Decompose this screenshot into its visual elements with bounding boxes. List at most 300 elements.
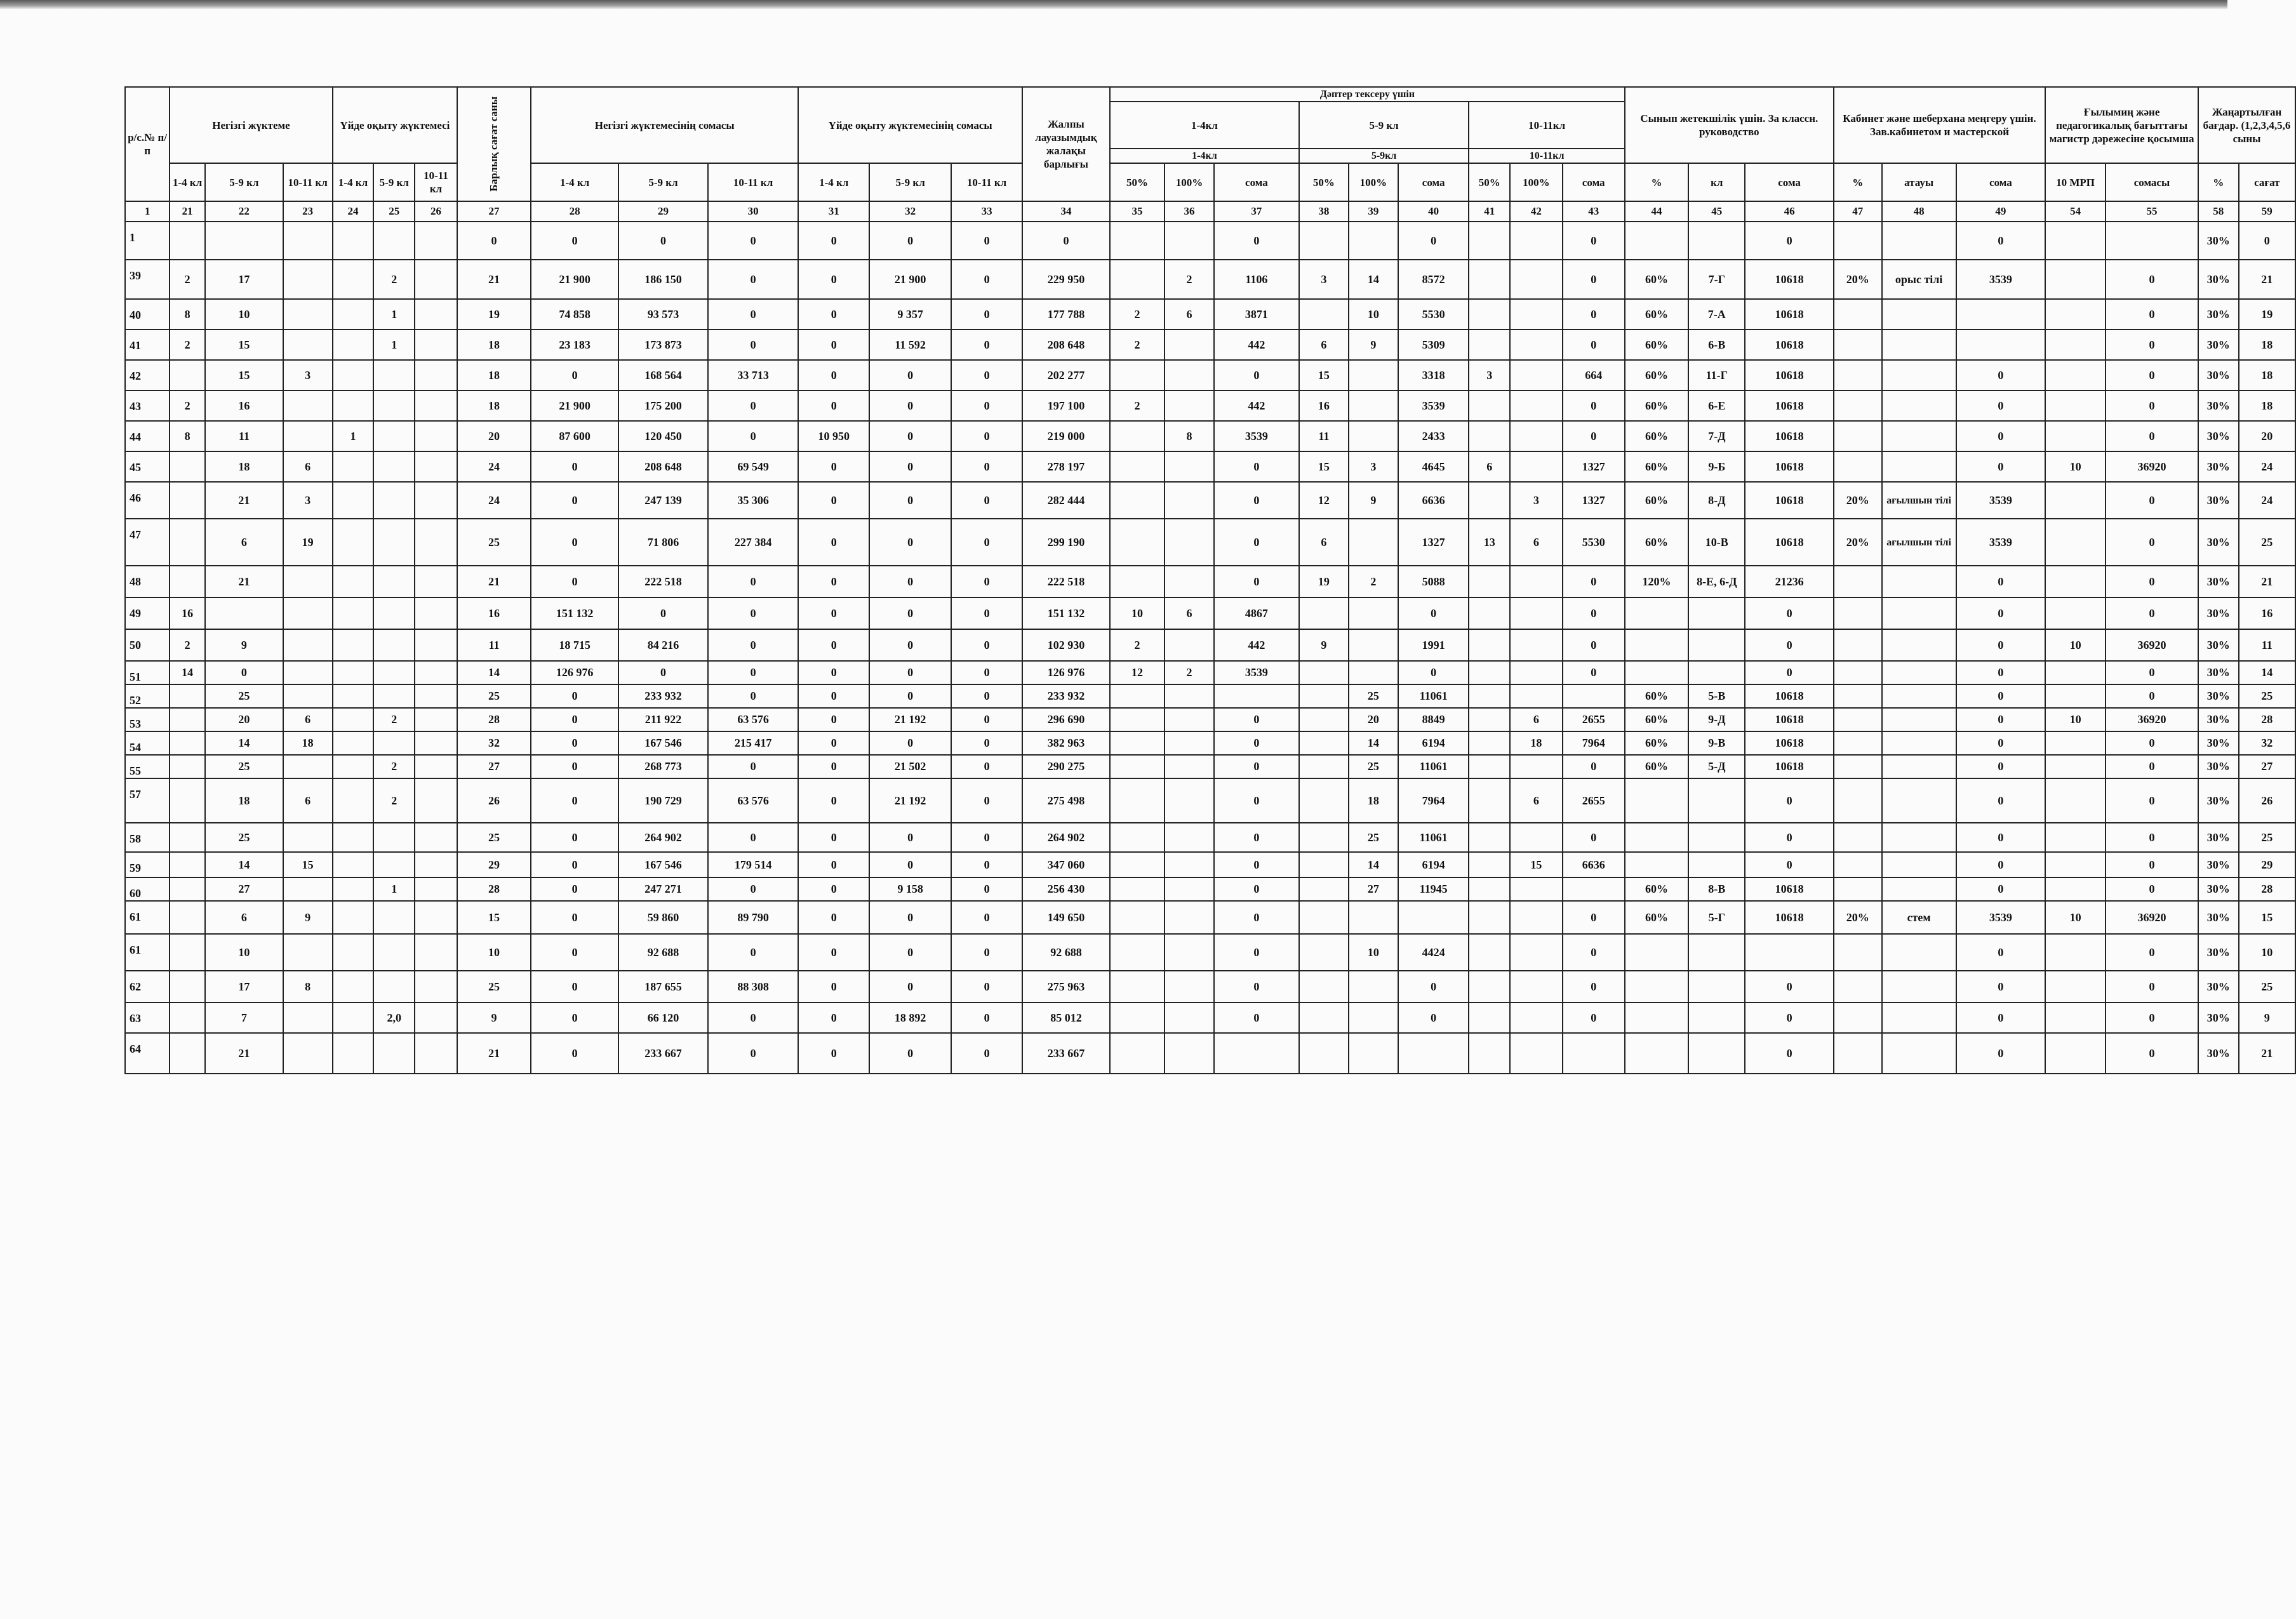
hdr-home-sum-59: 5-9 кл [869,163,951,201]
table-row [125,708,2295,731]
table-cell: 21 [205,482,283,519]
table-cell [1110,708,1165,731]
table-cell [1688,778,1745,823]
table-cell [333,451,374,482]
table-cell [1510,629,1563,661]
table-cell: 0 [951,1033,1022,1074]
table-cell: 10618 [1745,299,1833,330]
table-cell: 8-Е, 6-Д [1688,566,1745,597]
table-cell: 60% [1625,684,1688,708]
table-cell: 27 [205,877,283,901]
table-cell: 11-Г [1688,360,1745,390]
table-cell: 28 [457,708,531,731]
table-cell [1882,390,1956,421]
table-cell: 0 [798,629,869,661]
table-cell [1469,566,1510,597]
table-cell [1834,971,1882,1003]
table-cell [333,1033,374,1074]
table-cell: 2655 [1563,778,1625,823]
table-cell [1299,299,1349,330]
table-cell [373,566,415,597]
table-cell: 20% [1834,260,1882,299]
table-row [125,299,2295,330]
table-cell [1882,971,1956,1003]
table-cell: 0 [2106,823,2198,852]
table-cell: 0 [1214,778,1299,823]
table-cell: 347 060 [1022,852,1110,877]
table-cell: 0 [1563,299,1625,330]
table-cell: 21 [205,1033,283,1074]
table-cell [283,299,333,330]
table-cell: 0 [798,1003,869,1033]
table-cell: 0 [531,684,618,708]
table-cell [333,755,374,778]
table-cell [2045,299,2106,330]
table-cell: 0 [531,852,618,877]
table-cell: 18 [2239,330,2295,360]
table-cell [1882,451,1956,482]
table-row [125,823,2295,852]
table-cell [415,330,457,360]
table-cell: 0 [798,971,869,1003]
table-cell: 264 902 [1022,823,1110,852]
table-cell [1834,421,1882,451]
table-cell: 1327 [1563,451,1625,482]
table-cell: 0 [798,451,869,482]
table-cell: 10618 [1745,519,1833,566]
table-cell: 12 [1110,661,1165,684]
table-cell: 222 518 [1022,566,1110,597]
table-cell: 0 [2106,482,2198,519]
table-cell: 6 [1510,519,1563,566]
table-cell [1469,222,1510,260]
table-cell: 227 384 [708,519,799,566]
table-cell [1110,1003,1165,1033]
scan-edge [0,0,2227,9]
table-cell [1834,222,1882,260]
table-cell [1469,708,1510,731]
table-cell [1110,934,1165,971]
table-cell [333,360,374,390]
hdr-home-59: 5-9 кл [373,163,415,201]
table-cell: 0 [2106,971,2198,1003]
table-cell: 27 [1349,877,1398,901]
table-cell: 25 [1349,684,1398,708]
table-cell: 233 667 [1022,1033,1110,1074]
table-cell [1834,823,1882,852]
table-cell: 3539 [1956,260,2046,299]
table-cell [170,708,205,731]
column-number: 45 [1688,201,1745,222]
hdr-class-pct: % [1625,163,1688,201]
table-cell: 6 [1165,299,1214,330]
table-cell: 0 [951,823,1022,852]
row-number-cell: 57 [125,778,170,823]
table-cell [1469,629,1510,661]
table-cell [170,566,205,597]
table-cell: 25 [2239,823,2295,852]
hdr-science: Ғылымиң және педагогикалық бағыттағы магистр дәрежесіне қосымша [2045,87,2198,163]
table-cell [1625,1003,1688,1033]
table-cell: 0 [798,222,869,260]
table-cell: 0 [1214,823,1299,852]
table-cell: 30% [2198,778,2239,823]
table-row [125,597,2295,629]
row-number-cell: 47 [125,519,170,566]
table-cell: 20 [205,708,283,731]
column-number: 30 [708,201,799,222]
table-cell [1165,971,1214,1003]
table-cell [1110,519,1165,566]
table-cell: 0 [869,597,951,629]
table-cell [1469,823,1510,852]
table-cell [1299,934,1349,971]
table-cell: 190 729 [618,778,708,823]
table-cell [415,934,457,971]
table-cell [1882,823,1956,852]
table-cell: 0 [708,330,799,360]
hdr-home-load: Үйде оқыту жүктемесі [333,87,457,163]
table-cell [415,421,457,451]
table-cell [1625,778,1688,823]
table-cell: 11945 [1398,877,1469,901]
table-cell: 2 [1110,390,1165,421]
table-cell [283,566,333,597]
table-cell: 0 [951,390,1022,421]
table-cell: 0 [1745,971,1833,1003]
table-cell [1510,934,1563,971]
table-cell: 0 [2106,852,2198,877]
table-cell [1510,260,1563,299]
table-cell [333,330,374,360]
table-cell: 0 [708,1003,799,1033]
table-cell: 0 [1745,1003,1833,1033]
table-cell [283,597,333,629]
table-cell: 0 [951,731,1022,755]
table-cell [1110,482,1165,519]
table-cell: 6 [1510,778,1563,823]
hdr-upd-pct: % [2198,163,2239,201]
table-cell: 10 [1349,934,1398,971]
row-number-cell: 41 [125,330,170,360]
table-cell: ағылшын тілі [1882,482,1956,519]
table-cell [1510,1033,1563,1074]
table-cell: 21 [2239,1033,2295,1074]
table-cell [1165,755,1214,778]
table-cell: 10618 [1745,390,1833,421]
table-cell: 0 [1956,1003,2046,1033]
table-cell: 0 [531,451,618,482]
table-cell: 3 [1510,482,1563,519]
table-cell: 74 858 [531,299,618,330]
table-cell: 14 [1349,731,1398,755]
table-cell: 0 [1956,934,2046,971]
table-cell: 33 713 [708,360,799,390]
table-cell: 35 306 [708,482,799,519]
table-cell: 0 [798,778,869,823]
table-cell: 18 [1510,731,1563,755]
table-cell: 211 922 [618,708,708,731]
table-cell: 8849 [1398,708,1469,731]
table-cell [415,629,457,661]
table-cell: 18 [457,360,531,390]
table-cell: 3539 [1214,661,1299,684]
table-cell [1299,222,1349,260]
table-cell: 442 [1214,330,1299,360]
table-cell: 10 [2045,901,2106,934]
table-cell: 10618 [1745,482,1833,519]
table-cell: 36920 [2106,708,2198,731]
table-cell [1165,731,1214,755]
table-cell: 3 [283,360,333,390]
table-cell: 63 576 [708,778,799,823]
table-cell: 0 [2106,299,2198,330]
hdr-basic-14: 1-4 кл [170,163,205,201]
table-cell [1882,566,1956,597]
table-cell: 0 [1214,451,1299,482]
hdr-home-sum-14: 1-4 кл [798,163,869,201]
table-cell: 21 [457,260,531,299]
hdr-nb-grp-1011: 10-11кл [1469,102,1624,149]
table-cell: 0 [951,260,1022,299]
table-cell [1110,731,1165,755]
table-cell [415,1033,457,1074]
table-cell: 6-В [1688,330,1745,360]
table-cell: 21 [457,566,531,597]
table-cell [1510,390,1563,421]
table-cell [1882,684,1956,708]
table-cell [1834,708,1882,731]
table-cell [415,260,457,299]
table-cell: 10618 [1745,877,1833,901]
table-cell: 9-Д [1688,708,1745,731]
table-cell [1299,597,1349,629]
table-cell: 8 [170,299,205,330]
table-cell: 16 [1299,390,1349,421]
table-cell: 2433 [1398,421,1469,451]
table-cell: 30% [2198,684,2239,708]
table-cell: 8-Д [1688,482,1745,519]
hdr-basic-sum-1011: 10-11 кл [708,163,799,201]
table-cell: 0 [1745,823,1833,852]
table-row [125,482,2295,519]
table-cell: 247 139 [618,482,708,519]
table-cell [1349,629,1398,661]
table-row [125,222,2295,260]
table-cell: 5530 [1398,299,1469,330]
table-cell: 0 [869,852,951,877]
table-cell: 0 [1214,852,1299,877]
table-cell [1625,222,1688,260]
table-cell: 120% [1625,566,1688,597]
table-cell: 0 [2239,222,2295,260]
table-cell [373,222,415,260]
table-cell: 0 [869,1033,951,1074]
table-cell: 0 [1214,971,1299,1003]
table-cell [1165,390,1214,421]
table-cell: 1 [373,877,415,901]
table-cell [1469,482,1510,519]
table-cell: 0 [798,482,869,519]
table-cell: 14 [1349,852,1398,877]
table-cell: 25 [457,823,531,852]
table-cell: 92 688 [618,934,708,971]
table-cell [1110,877,1165,901]
table-cell: 7-А [1688,299,1745,330]
table-cell [1110,971,1165,1003]
table-cell: 0 [1563,901,1625,934]
hdr-nb-sub-14: 1-4кл [1110,149,1299,163]
table-cell [170,934,205,971]
table-cell: 25 [457,519,531,566]
table-cell: 0 [1956,778,2046,823]
table-cell [170,1003,205,1033]
table-cell: 6-Е [1688,390,1745,421]
table-cell [333,597,374,629]
table-cell: 0 [1956,852,2046,877]
table-cell [1510,901,1563,934]
table-cell: 1 [373,330,415,360]
table-cell [1349,519,1398,566]
table-cell: 0 [798,934,869,971]
table-cell [1882,755,1956,778]
table-cell: 3 [1349,451,1398,482]
table-cell: 13 [1469,519,1510,566]
table-cell [1625,971,1688,1003]
table-cell: 0 [951,482,1022,519]
table-cell: 0 [1956,566,2046,597]
table-cell: 25 [457,971,531,1003]
table-cell: 0 [708,823,799,852]
table-cell: 0 [1956,708,2046,731]
table-cell: 0 [2106,1003,2198,1033]
table-cell [170,519,205,566]
table-cell: 30% [2198,421,2239,451]
table-cell [333,708,374,731]
table-cell: 0 [951,222,1022,260]
table-row [125,971,2295,1003]
table-cell: 0 [1563,1003,1625,1033]
table-cell: 0 [798,597,869,629]
table-cell [170,823,205,852]
table-cell: 0 [531,901,618,934]
table-cell: 15 [205,360,283,390]
table-cell: 1 [333,421,374,451]
table-cell: 278 197 [1022,451,1110,482]
table-cell: 0 [531,482,618,519]
table-cell: 4424 [1398,934,1469,971]
table-cell: 30% [2198,708,2239,731]
column-number: 27 [457,201,531,222]
table-cell: 10618 [1745,731,1833,755]
table-cell: 9-В [1688,731,1745,755]
table-cell [1563,1033,1625,1074]
table-cell: 19 [457,299,531,330]
table-cell: 0 [798,684,869,708]
table-cell: 0 [2106,778,2198,823]
table-cell [1834,330,1882,360]
table-cell: 0 [2106,360,2198,390]
table-cell [1299,755,1349,778]
table-cell: 21 192 [869,778,951,823]
table-cell [1882,1033,1956,1074]
table-cell: 10 [1349,299,1398,330]
table-cell: 10 [457,934,531,971]
table-cell: 21 192 [869,708,951,731]
table-cell: 0 [951,778,1022,823]
table-cell: 151 132 [1022,597,1110,629]
table-cell [1110,1033,1165,1074]
table-cell: 0 [708,566,799,597]
table-cell: 30% [2198,222,2239,260]
table-cell: 0 [1398,1003,1469,1033]
table-cell: 2 [170,390,205,421]
table-cell [1299,708,1349,731]
table-cell [2045,684,2106,708]
table-cell: 0 [1745,629,1833,661]
table-cell: 0 [1956,971,2046,1003]
table-cell [1688,222,1745,260]
column-number: 34 [1022,201,1110,222]
table-cell [1349,360,1398,390]
table-cell: 0 [951,629,1022,661]
column-number: 33 [951,201,1022,222]
table-cell: 0 [2106,566,2198,597]
table-cell: 0 [531,778,618,823]
table-cell: 0 [1563,222,1625,260]
table-cell: 0 [531,222,618,260]
table-cell [170,684,205,708]
column-number: 38 [1299,201,1349,222]
table-cell: 0 [2106,597,2198,629]
table-cell: 6 [205,901,283,934]
table-cell: 0 [869,519,951,566]
table-cell: 296 690 [1022,708,1110,731]
table-row [125,390,2295,421]
table-cell: 0 [708,934,799,971]
table-row [125,778,2295,823]
table-cell: 2 [1110,299,1165,330]
table-cell: 14 [1349,260,1398,299]
table-cell: 208 648 [618,451,708,482]
table-cell [1882,421,1956,451]
table-cell: 10618 [1745,708,1833,731]
table-cell: 11 [2239,629,2295,661]
table-cell [333,731,374,755]
table-cell: 0 [1956,597,2046,629]
table-cell: 69 549 [708,451,799,482]
table-cell: 4867 [1214,597,1299,629]
table-cell [1834,877,1882,901]
table-cell [333,1003,374,1033]
row-number-cell: 61 [125,901,170,934]
table-cell [415,390,457,421]
table-cell: 167 546 [618,731,708,755]
table-cell: 3539 [1956,901,2046,934]
table-cell [170,852,205,877]
table-cell: 0 [1745,852,1833,877]
table-cell: 0 [869,684,951,708]
table-cell: 30% [2198,629,2239,661]
table-cell: 71 806 [618,519,708,566]
table-cell: 11 [457,629,531,661]
table-cell [415,852,457,877]
table-cell [1882,629,1956,661]
table-cell: 233 667 [618,1033,708,1074]
column-number: 28 [531,201,618,222]
table-cell: 18 [457,330,531,360]
column-number: 26 [415,201,457,222]
